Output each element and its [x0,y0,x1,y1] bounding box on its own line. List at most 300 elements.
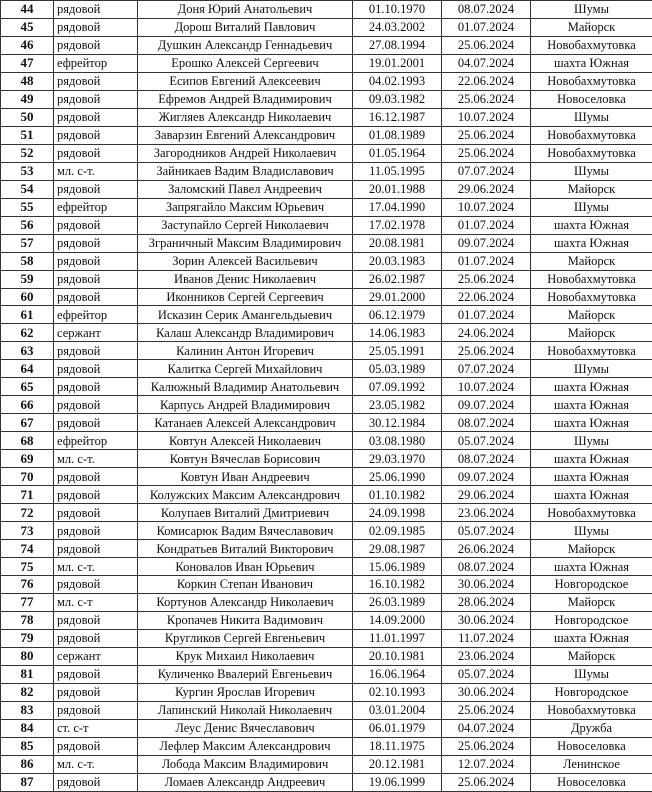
table-row [1,432,652,450]
place-cell: Новобахмутовка [531,126,652,144]
event-date-cell: 04.07.2024 [442,719,531,737]
full-name-cell: Иванов Денис Николаевич [138,270,353,288]
full-name-cell: Куличенко Ввалерий Евгеньевич [138,665,353,683]
event-date-cell: 10.07.2024 [442,198,531,216]
place-cell: Шумы [531,1,652,19]
row-number: 46 [1,36,54,54]
table-row [1,288,652,306]
table-row [1,701,652,719]
row-number: 59 [1,270,54,288]
birth-date-cell: 11.05.1995 [353,162,442,180]
birth-date-cell: 01.05.1964 [353,144,442,162]
place-cell: Шумы [531,522,652,540]
birth-date-cell: 16.10.1982 [353,576,442,594]
birth-date-cell: 17.04.1990 [353,198,442,216]
table-row [1,719,652,737]
rank-cell: рядовой [54,504,138,522]
row-number: 87 [1,773,54,791]
place-cell: Шумы [531,665,652,683]
place-cell: шахта Южная [531,629,652,647]
table-row [1,522,652,540]
full-name-cell: Кургин Ярослав Игоревич [138,683,353,701]
row-number: 61 [1,306,54,324]
rank-cell: рядовой [54,701,138,719]
row-number: 76 [1,576,54,594]
place-cell: Новоселовка [531,737,652,755]
event-date-cell: 25.06.2024 [442,144,531,162]
table-row [1,504,652,522]
place-cell: шахта Южная [531,234,652,252]
birth-date-cell: 25.05.1991 [353,342,442,360]
birth-date-cell: 01.10.1970 [353,1,442,19]
rank-cell: рядовой [54,90,138,108]
table-row [1,683,652,701]
event-date-cell: 29.06.2024 [442,180,531,198]
rank-cell: рядовой [54,126,138,144]
full-name-cell: Заломский Павел Андреевич [138,180,353,198]
place-cell: Новобахмутовка [531,72,652,90]
rank-cell: рядовой [54,36,138,54]
birth-date-cell: 30.12.1984 [353,414,442,432]
event-date-cell: 09.07.2024 [442,234,531,252]
table-row [1,468,652,486]
birth-date-cell: 20.10.1981 [353,647,442,665]
rank-cell: рядовой [54,737,138,755]
full-name-cell: Ломаев Александр Андреевич [138,773,353,791]
place-cell: Новобахмутовка [531,144,652,162]
row-number: 49 [1,90,54,108]
rank-cell: рядовой [54,1,138,19]
table-row [1,396,652,414]
full-name-cell: Дорош Виталий Павлович [138,18,353,36]
place-cell: шахта Южная [531,558,652,576]
birth-date-cell: 02.09.1985 [353,522,442,540]
birth-date-cell: 06.12.1979 [353,306,442,324]
full-name-cell: Лапинский Николай Николаевич [138,701,353,719]
place-cell: Новобахмутовка [531,701,652,719]
full-name-cell: Ефремов Андрей Владимирович [138,90,353,108]
birth-date-cell: 24.09.1998 [353,504,442,522]
full-name-cell: Лобода Максим Владимирович [138,755,353,773]
event-date-cell: 07.07.2024 [442,360,531,378]
row-number: 77 [1,593,54,611]
place-cell: Майорск [531,324,652,342]
birth-date-cell: 01.10.1982 [353,486,442,504]
row-number: 65 [1,378,54,396]
table-row [1,665,652,683]
full-name-cell: Лефлер Максим Александрович [138,737,353,755]
row-number: 45 [1,18,54,36]
event-date-cell: 25.06.2024 [442,270,531,288]
full-name-cell: Ерошко Алексей Сергеевич [138,54,353,72]
birth-date-cell: 14.06.1983 [353,324,442,342]
event-date-cell: 10.07.2024 [442,108,531,126]
table-row [1,306,652,324]
place-cell: Новобахмутовка [531,270,652,288]
birth-date-cell: 29.08.1987 [353,540,442,558]
rank-cell: рядовой [54,611,138,629]
birth-date-cell: 16.06.1964 [353,665,442,683]
event-date-cell: 25.06.2024 [442,126,531,144]
full-name-cell: Кропачев Никита Вадимович [138,611,353,629]
place-cell: Новобахмутовка [531,504,652,522]
rank-cell: рядовой [54,396,138,414]
rank-cell: рядовой [54,468,138,486]
table-row [1,180,652,198]
table-row [1,216,652,234]
place-cell: Майорск [531,18,652,36]
rank-cell: рядовой [54,378,138,396]
event-date-cell: 24.06.2024 [442,324,531,342]
rank-cell: рядовой [54,522,138,540]
place-cell: Новобахмутовка [531,36,652,54]
full-name-cell: Заступайло Сергей Николаевич [138,216,353,234]
event-date-cell: 08.07.2024 [442,1,531,19]
birth-date-cell: 03.08.1980 [353,432,442,450]
table-row [1,647,652,665]
event-date-cell: 29.06.2024 [442,486,531,504]
row-number: 73 [1,522,54,540]
birth-date-cell: 05.03.1989 [353,360,442,378]
full-name-cell: Есипов Евгений Алексеевич [138,72,353,90]
row-number: 85 [1,737,54,755]
place-cell: шахта Южная [531,378,652,396]
place-cell: Новоселовка [531,90,652,108]
row-number: 51 [1,126,54,144]
event-date-cell: 09.07.2024 [442,468,531,486]
birth-date-cell: 26.02.1987 [353,270,442,288]
full-name-cell: Иконников Сергей Сергеевич [138,288,353,306]
place-cell: Майорск [531,306,652,324]
rank-cell: ефрейтор [54,54,138,72]
event-date-cell: 25.06.2024 [442,342,531,360]
rank-cell: мл. с-т. [54,558,138,576]
table-row [1,558,652,576]
row-number: 56 [1,216,54,234]
place-cell: Новобахмутовка [531,288,652,306]
birth-date-cell: 06.01.1979 [353,719,442,737]
table-row [1,450,652,468]
table-row [1,593,652,611]
birth-date-cell: 01.08.1989 [353,126,442,144]
table-row [1,342,652,360]
place-cell: Новгородское [531,611,652,629]
event-date-cell: 22.06.2024 [442,72,531,90]
rank-cell: рядовой [54,234,138,252]
row-number: 63 [1,342,54,360]
place-cell: Майорск [531,593,652,611]
birth-date-cell: 27.08.1994 [353,36,442,54]
place-cell: Майорск [531,252,652,270]
rank-cell: рядовой [54,414,138,432]
personnel-rows [1,1,652,792]
row-number: 60 [1,288,54,306]
place-cell: шахта Южная [531,54,652,72]
event-date-cell: 07.07.2024 [442,162,531,180]
place-cell: Дружба [531,719,652,737]
event-date-cell: 23.06.2024 [442,504,531,522]
place-cell: Шумы [531,162,652,180]
row-number: 44 [1,1,54,19]
rank-cell: мл. с-т. [54,755,138,773]
rank-cell: рядовой [54,360,138,378]
birth-date-cell: 04.02.1993 [353,72,442,90]
event-date-cell: 30.06.2024 [442,576,531,594]
birth-date-cell: 14.09.2000 [353,611,442,629]
table-row [1,360,652,378]
table-row [1,773,652,791]
birth-date-cell: 15.06.1989 [353,558,442,576]
row-number: 71 [1,486,54,504]
rank-cell: сержант [54,324,138,342]
event-date-cell: 01.07.2024 [442,216,531,234]
birth-date-cell: 02.10.1993 [353,683,442,701]
row-number: 75 [1,558,54,576]
row-number: 62 [1,324,54,342]
row-number: 47 [1,54,54,72]
full-name-cell: Калаш Александр Владимирович [138,324,353,342]
event-date-cell: 25.06.2024 [442,737,531,755]
full-name-cell: Зорин Алексей Васильевич [138,252,353,270]
rank-cell: рядовой [54,270,138,288]
place-cell: Майорск [531,647,652,665]
place-cell: Новгородское [531,576,652,594]
rank-cell: ефрейтор [54,198,138,216]
rank-cell: рядовой [54,342,138,360]
rank-cell: рядовой [54,629,138,647]
place-cell: шахта Южная [531,450,652,468]
table-row [1,540,652,558]
full-name-cell: Коркин Степан Иванович [138,576,353,594]
full-name-cell: Калинин Антон Игоревич [138,342,353,360]
event-date-cell: 25.06.2024 [442,773,531,791]
place-cell: шахта Южная [531,486,652,504]
full-name-cell: Колупаев Виталий Дмитриевич [138,504,353,522]
birth-date-cell: 07.09.1992 [353,378,442,396]
place-cell: Шумы [531,360,652,378]
event-date-cell: 01.07.2024 [442,306,531,324]
full-name-cell: Карпусь Андрей Владимирович [138,396,353,414]
row-number: 80 [1,647,54,665]
rank-cell: рядовой [54,683,138,701]
event-date-cell: 01.07.2024 [442,18,531,36]
birth-date-cell: 23.05.1982 [353,396,442,414]
row-number: 72 [1,504,54,522]
place-cell: шахта Южная [531,414,652,432]
row-number: 66 [1,396,54,414]
full-name-cell: Зайникаев Вадим Владиславович [138,162,353,180]
row-number: 86 [1,755,54,773]
rank-cell: рядовой [54,72,138,90]
full-name-cell: Колужских Максим Александрович [138,486,353,504]
table-row [1,755,652,773]
event-date-cell: 04.07.2024 [442,54,531,72]
birth-date-cell: 17.02.1978 [353,216,442,234]
rank-cell: рядовой [54,665,138,683]
rank-cell: мл. с-т [54,593,138,611]
row-number: 69 [1,450,54,468]
place-cell: шахта Южная [531,396,652,414]
row-number: 83 [1,701,54,719]
row-number: 52 [1,144,54,162]
birth-date-cell: 29.01.2000 [353,288,442,306]
full-name-cell: Доня Юрий Анатольевич [138,1,353,19]
row-number: 84 [1,719,54,737]
event-date-cell: 28.06.2024 [442,593,531,611]
rank-cell: рядовой [54,486,138,504]
table-row [1,1,652,19]
full-name-cell: Зграничный Максим Владимирович [138,234,353,252]
full-name-cell: Коновалов Иван Юрьевич [138,558,353,576]
full-name-cell: Загородников Андрей Николаевич [138,144,353,162]
event-date-cell: 22.06.2024 [442,288,531,306]
event-date-cell: 25.06.2024 [442,36,531,54]
row-number: 64 [1,360,54,378]
full-name-cell: Кондратьев Виталий Викторович [138,540,353,558]
event-date-cell: 11.07.2024 [442,629,531,647]
rank-cell: рядовой [54,216,138,234]
full-name-cell: Катанаев Алексей Александрович [138,414,353,432]
full-name-cell: Кругликов Сергей Евгеньевич [138,629,353,647]
row-number: 57 [1,234,54,252]
full-name-cell: Жигляев Александр Николаевич [138,108,353,126]
full-name-cell: Калюжный Владимир Анатольевич [138,378,353,396]
birth-date-cell: 19.06.1999 [353,773,442,791]
rank-cell: рядовой [54,576,138,594]
event-date-cell: 25.06.2024 [442,701,531,719]
event-date-cell: 08.07.2024 [442,414,531,432]
event-date-cell: 25.06.2024 [442,90,531,108]
rank-cell: рядовой [54,288,138,306]
place-cell: шахта Южная [531,468,652,486]
table-row [1,324,652,342]
table-row [1,737,652,755]
birth-date-cell: 20.01.1988 [353,180,442,198]
rank-cell: рядовой [54,180,138,198]
birth-date-cell: 26.03.1989 [353,593,442,611]
birth-date-cell: 20.08.1981 [353,234,442,252]
rank-cell: рядовой [54,540,138,558]
rank-cell: ст. с-т [54,719,138,737]
rank-cell: рядовой [54,252,138,270]
table-row [1,576,652,594]
event-date-cell: 26.06.2024 [442,540,531,558]
table-row [1,90,652,108]
birth-date-cell: 11.01.1997 [353,629,442,647]
place-cell: шахта Южная [531,216,652,234]
row-number: 55 [1,198,54,216]
event-date-cell: 05.07.2024 [442,665,531,683]
full-name-cell: Душкин Александр Геннадьевич [138,36,353,54]
full-name-cell: Исказин Серик Амангельдыевич [138,306,353,324]
table-row [1,486,652,504]
event-date-cell: 08.07.2024 [442,558,531,576]
full-name-cell: Заварзин Евгений Александрович [138,126,353,144]
row-number: 53 [1,162,54,180]
birth-date-cell: 18.11.1975 [353,737,442,755]
rank-cell: сержант [54,647,138,665]
birth-date-cell: 19.01.2001 [353,54,442,72]
rank-cell: рядовой [54,108,138,126]
row-number: 50 [1,108,54,126]
table-row [1,18,652,36]
table-row [1,270,652,288]
table-row [1,629,652,647]
row-number: 82 [1,683,54,701]
full-name-cell: Ковтун Иван Андреевич [138,468,353,486]
place-cell: Майорск [531,180,652,198]
table-row [1,126,652,144]
rank-cell: ефрейтор [54,306,138,324]
rank-cell: рядовой [54,773,138,791]
rank-cell: мл. с-т. [54,162,138,180]
event-date-cell: 05.07.2024 [442,522,531,540]
event-date-cell: 30.06.2024 [442,683,531,701]
full-name-cell: Ковтун Алексей Николаевич [138,432,353,450]
rank-cell: ефрейтор [54,432,138,450]
event-date-cell: 08.07.2024 [442,450,531,468]
full-name-cell: Комисарюк Вадим Вячеславович [138,522,353,540]
place-cell: Шумы [531,198,652,216]
row-number: 67 [1,414,54,432]
place-cell: Новобахмутовка [531,342,652,360]
table-row [1,72,652,90]
place-cell: Новгородское [531,683,652,701]
birth-date-cell: 03.01.2004 [353,701,442,719]
birth-date-cell: 16.12.1987 [353,108,442,126]
row-number: 79 [1,629,54,647]
row-number: 54 [1,180,54,198]
place-cell: Новоселовка [531,773,652,791]
table-row [1,144,652,162]
table-row [1,108,652,126]
place-cell: Шумы [531,108,652,126]
event-date-cell: 12.07.2024 [442,755,531,773]
table-row [1,252,652,270]
birth-date-cell: 20.03.1983 [353,252,442,270]
row-number: 81 [1,665,54,683]
row-number: 58 [1,252,54,270]
event-date-cell: 30.06.2024 [442,611,531,629]
full-name-cell: Крук Михаил Николаевич [138,647,353,665]
birth-date-cell: 09.03.1982 [353,90,442,108]
birth-date-cell: 20.12.1981 [353,755,442,773]
table-row [1,162,652,180]
birth-date-cell: 24.03.2002 [353,18,442,36]
row-number: 68 [1,432,54,450]
table-row [1,198,652,216]
rank-cell: мл. с-т. [54,450,138,468]
row-number: 74 [1,540,54,558]
place-cell: Ленинское [531,755,652,773]
event-date-cell: 23.06.2024 [442,647,531,665]
row-number: 78 [1,611,54,629]
table-row [1,54,652,72]
place-cell: Шумы [531,432,652,450]
birth-date-cell: 29.03.1970 [353,450,442,468]
table-row [1,611,652,629]
event-date-cell: 05.07.2024 [442,432,531,450]
table-row [1,414,652,432]
place-cell: Майорск [531,540,652,558]
table-row [1,36,652,54]
full-name-cell: Кортунов Александр Николаевич [138,593,353,611]
full-name-cell: Калитка Сергей Михайлович [138,360,353,378]
table-row [1,234,652,252]
birth-date-cell: 25.06.1990 [353,468,442,486]
rank-cell: рядовой [54,18,138,36]
full-name-cell: Ковтун Вячеслав Борисович [138,450,353,468]
